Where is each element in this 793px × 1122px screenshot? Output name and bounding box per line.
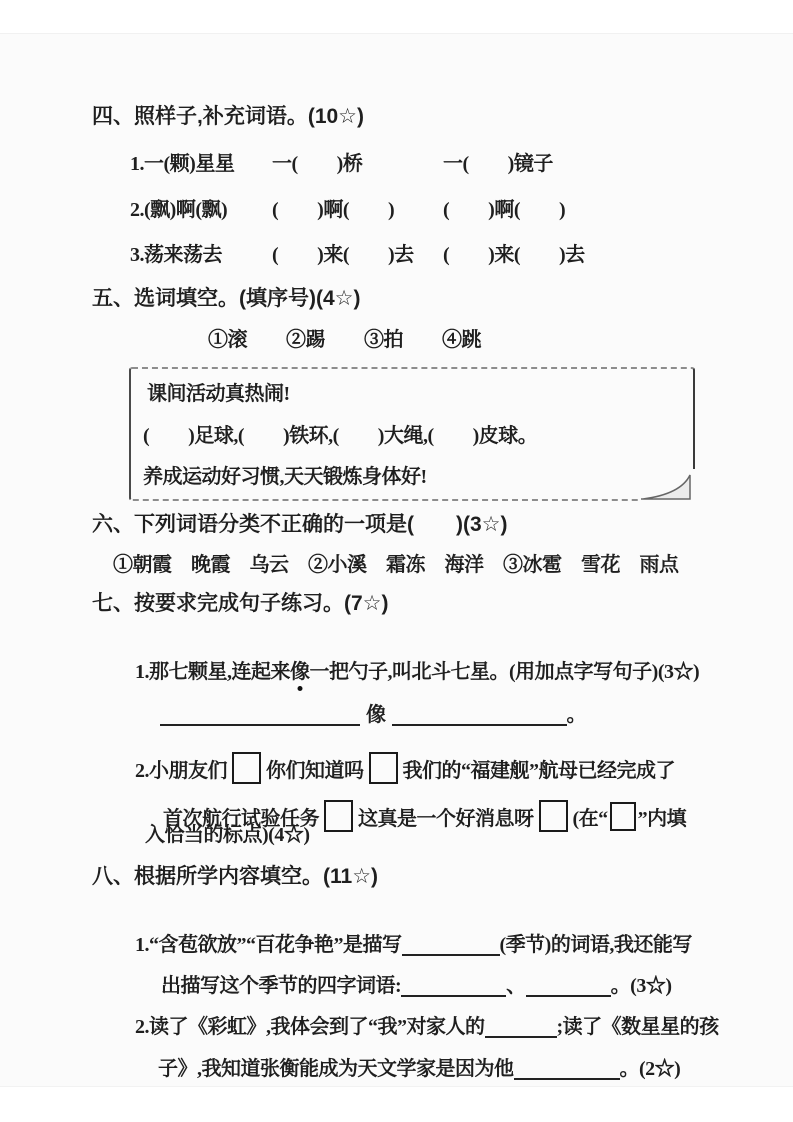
s8-q1-text-2: (季节)的词语,我还能写 bbox=[499, 934, 692, 956]
note-box bbox=[129, 367, 695, 501]
s7-q2-text-5: 这真是一个好消息呀 bbox=[358, 808, 534, 830]
s4-row2-blank-a: ( )啊( ) bbox=[272, 199, 395, 221]
s4-row3-blank-a: ( )来( )去 bbox=[272, 244, 414, 266]
s7-q2-text-2: 你们知道吗 bbox=[266, 760, 364, 782]
s7-q2-text-3: 我们的“福建舰”航母已经完成了 bbox=[402, 760, 675, 782]
s7-q2-text-1: 2.小朋友们 bbox=[135, 760, 227, 782]
s7-q1-text-pre: 1.那七颗星,连起来 bbox=[135, 661, 290, 683]
s8-q1-text-3: 出描写这个季节的四字词语: bbox=[161, 975, 402, 997]
s4-row3-pattern: 3.荡来荡去 bbox=[130, 244, 222, 266]
s7-q2-line3: 入恰当的标点)(4☆) bbox=[145, 824, 310, 846]
s7-q2-text-7: ”内填 bbox=[637, 808, 687, 830]
s7-q2-text-4: 首次航行试验任务 bbox=[163, 808, 319, 830]
s8-q2-text-1: 2.读了《彩虹》,我体会到了“我”对家人的 bbox=[135, 1016, 485, 1038]
s8-q1-text-1: 1.“含苞欲放”“百花争艳”是描写 bbox=[135, 934, 402, 956]
s7-q2-text-6: (在“ bbox=[572, 808, 608, 830]
punctuation-box bbox=[539, 800, 568, 832]
s8-q2-text-3: 子》,我知道张衡能成为天文学家是因为他 bbox=[158, 1058, 514, 1080]
section-4-header: 四、照样子,补充词语。(10☆) bbox=[92, 105, 365, 128]
s8-q1-enum-comma: 、 bbox=[506, 975, 526, 997]
s4-row1-pattern: 1.一(颗)星星 bbox=[130, 153, 235, 175]
s7-q1-text-post: 一把勺子,叫北斗七星。(用加点字写句子)(3☆) bbox=[309, 661, 700, 683]
s8-q2-text-4: 。(2☆) bbox=[619, 1058, 681, 1080]
section-7-header: 七、按要求完成句子练习。(7☆) bbox=[92, 592, 389, 615]
s7-q1-period: 。 bbox=[566, 704, 586, 726]
s8-q1-text-4: 。(3☆) bbox=[610, 975, 672, 997]
note-box-line1: 课间活动真热闹! bbox=[147, 383, 290, 405]
section-6-header: 六、下列词语分类不正确的一项是( )(3☆) bbox=[92, 513, 508, 536]
punctuation-box bbox=[610, 802, 636, 831]
s7-q1-like-word: 像 bbox=[366, 704, 386, 726]
s4-row1-blank-b: 一( )镜子 bbox=[443, 153, 553, 175]
s4-row3-blank-b: ( )来( )去 bbox=[443, 244, 585, 266]
note-box-line3: 养成运动好习惯,天天锻炼身体好! bbox=[143, 466, 427, 488]
answer-blank bbox=[392, 704, 567, 726]
s6-word-groups: ①朝霞 晚霞 乌云 ②小溪 霜冻 海洋 ③冰雹 雪花 雨点 bbox=[113, 554, 679, 576]
answer-blank bbox=[514, 1058, 620, 1080]
s8-q2-text-2: ;读了《数星星的孩 bbox=[556, 1016, 719, 1038]
s4-row1-blank-a: 一( )桥 bbox=[272, 153, 363, 175]
answer-blank bbox=[160, 704, 360, 726]
note-box-line2: ( )足球,( )铁环,( )大绳,( )皮球。 bbox=[143, 425, 538, 447]
s4-row2-pattern: 2.(飘)啊(飘) bbox=[130, 199, 228, 221]
punctuation-box bbox=[324, 800, 353, 832]
s8-q2-line2 bbox=[140, 1030, 680, 1108]
page-curl-icon bbox=[641, 469, 695, 501]
s7-q1-emphasized-char: 像 bbox=[290, 661, 310, 683]
s4-row2-blank-b: ( )啊( ) bbox=[443, 199, 566, 221]
section-8-header: 八、根据所学内容填空。(11☆) bbox=[92, 865, 379, 888]
s5-word-options: ①滚 ②踢 ③拍 ④跳 bbox=[208, 329, 481, 351]
section-5-header: 五、选词填空。(填序号)(4☆) bbox=[92, 287, 361, 310]
